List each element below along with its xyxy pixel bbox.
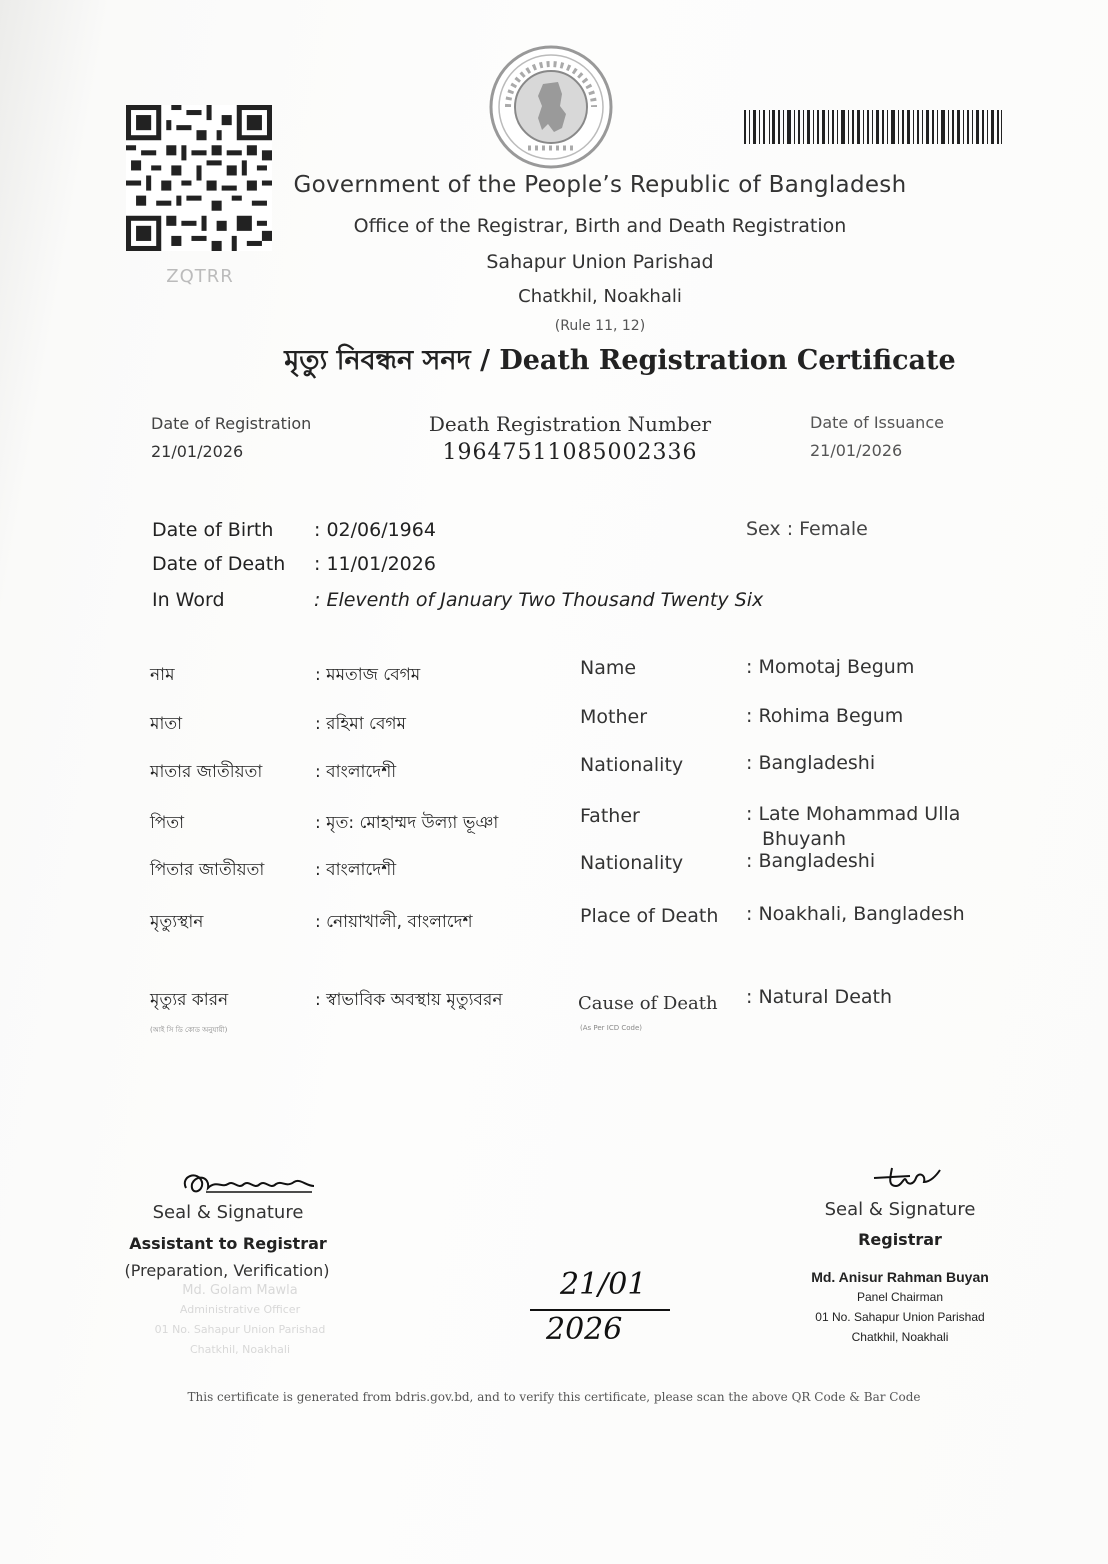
union-heading: Sahapur Union Parishad: [486, 251, 714, 273]
bn-death-place-label: মৃত্যুস্থান: [150, 912, 204, 932]
registrar-place: Chatkhil, Noakhali: [851, 1330, 949, 1344]
en-mother-nationality-value: : Bangladeshi: [746, 752, 876, 774]
registrar-signature: [870, 1160, 950, 1194]
government-emblem: [488, 44, 614, 170]
assistant-role: Assistant to Registrar: [129, 1234, 327, 1253]
assistant-faint-title: Administrative Officer: [179, 1303, 301, 1316]
assistant-faint-place: Chatkhil, Noakhali: [189, 1343, 291, 1356]
registration-number-label: Death Registration Number: [428, 412, 712, 436]
en-father-value-cont: Bhuyanh: [762, 828, 847, 850]
qr-code-text: ZQTRR: [166, 266, 234, 287]
registrar-seal-label: Seal & Signature: [824, 1199, 976, 1220]
assistant-signature: [176, 1166, 322, 1206]
assistant-note: (Preparation, Verification): [124, 1261, 330, 1280]
registration-number-value: 19647511085002336: [442, 440, 698, 465]
dod-value: : 11/01/2026: [314, 553, 436, 575]
issuance-date-value: 21/01/2026: [810, 441, 903, 460]
en-father-value: : Late Mohammad Ulla: [746, 803, 961, 825]
bn-father-nationality-value: : বাংলাদেশী: [315, 860, 397, 880]
dod-label: Date of Death: [152, 553, 286, 575]
en-father-label: Father: [580, 805, 640, 827]
footer-verification-text: This certificate is generated from bdris.gov.bd, and to verify this certificate, please scan the above QR Code & Bar Code: [187, 1390, 921, 1404]
en-cause-note: (As Per ICD Code): [580, 1024, 642, 1032]
registrar-union: 01 No. Sahapur Union Parishad: [815, 1310, 985, 1324]
certificate-title: মৃত্যু নিবন্ধন সনদ / Death Registration Certificate: [284, 345, 956, 376]
bn-father-nationality-label: পিতার জাতীয়তা: [150, 860, 265, 880]
rule-text: (Rule 11, 12): [554, 318, 646, 334]
location-heading: Chatkhil, Noakhali: [518, 286, 682, 307]
bn-mother-nationality-value: : বাংলাদেশী: [315, 762, 397, 782]
inword-label: In Word: [152, 589, 225, 611]
en-mother-label: Mother: [580, 706, 648, 728]
bn-cause-note: (আই সি ডি কোড অনুযায়ী): [150, 1026, 228, 1034]
assistant-faint-name: Md. Golam Mawla: [182, 1283, 298, 1298]
sex-value: Sex : Female: [746, 518, 868, 540]
handwritten-date-top: 21/01: [560, 1267, 647, 1302]
registrar-role: Registrar: [858, 1230, 942, 1249]
inword-value: : Eleventh of January Two Thousand Twenty Six: [314, 589, 764, 611]
bn-name-label: নাম: [150, 665, 175, 685]
en-cause-value: : Natural Death: [746, 986, 893, 1008]
en-name-value: : Momotaj Begum: [746, 656, 915, 678]
bn-name-value: : মমতাজ বেগম: [315, 665, 421, 685]
en-name-label: Name: [580, 657, 637, 679]
assistant-seal-label: Seal & Signature: [152, 1202, 304, 1223]
en-mother-value: : Rohima Begum: [746, 705, 904, 727]
assistant-faint-union: 01 No. Sahapur Union Parishad: [154, 1323, 326, 1336]
government-heading: Government of the People’s Republic of Bangladesh: [293, 172, 907, 198]
en-cause-label: Cause of Death: [578, 993, 718, 1014]
registration-date-label: Date of Registration: [151, 414, 312, 433]
barcode-image: [744, 110, 1002, 144]
en-father-nationality-label: Nationality: [580, 852, 684, 874]
handwritten-date-bottom: 2026: [546, 1312, 623, 1347]
bn-father-label: পিতা: [150, 813, 185, 833]
en-death-place-value: : Noakhali, Bangladesh: [746, 903, 965, 925]
bn-death-place-value: : নোয়াখালী, বাংলাদেশ: [315, 912, 473, 932]
bn-mother-value: : রহিমা বেগম: [315, 714, 406, 734]
bn-cause-value: : স্বাভাবিক অবস্থায় মৃত্যুবরন: [315, 990, 503, 1010]
registration-date-value: 21/01/2026: [151, 442, 244, 461]
en-mother-nationality-label: Nationality: [580, 754, 684, 776]
en-death-place-label: Place of Death: [580, 905, 719, 927]
dob-label: Date of Birth: [152, 519, 274, 541]
registrar-title: Panel Chairman: [856, 1290, 944, 1304]
dob-value: : 02/06/1964: [314, 519, 436, 541]
issuance-date-label: Date of Issuance: [810, 413, 944, 432]
bn-father-value: : মৃত: মোহাম্মদ উল্যা ভূঞা: [315, 813, 499, 833]
office-heading: Office of the Registrar, Birth and Death Registration: [353, 215, 847, 237]
handwritten-date-divider: [530, 1309, 670, 1311]
bn-mother-label: মাতা: [150, 714, 183, 734]
registrar-name: Md. Anisur Rahman Buyan: [811, 1269, 989, 1285]
en-father-nationality-value: : Bangladeshi: [746, 850, 876, 872]
bn-mother-nationality-label: মাতার জাতীয়তা: [150, 762, 263, 782]
bn-cause-label: মৃত্যুর কারন: [150, 990, 229, 1010]
